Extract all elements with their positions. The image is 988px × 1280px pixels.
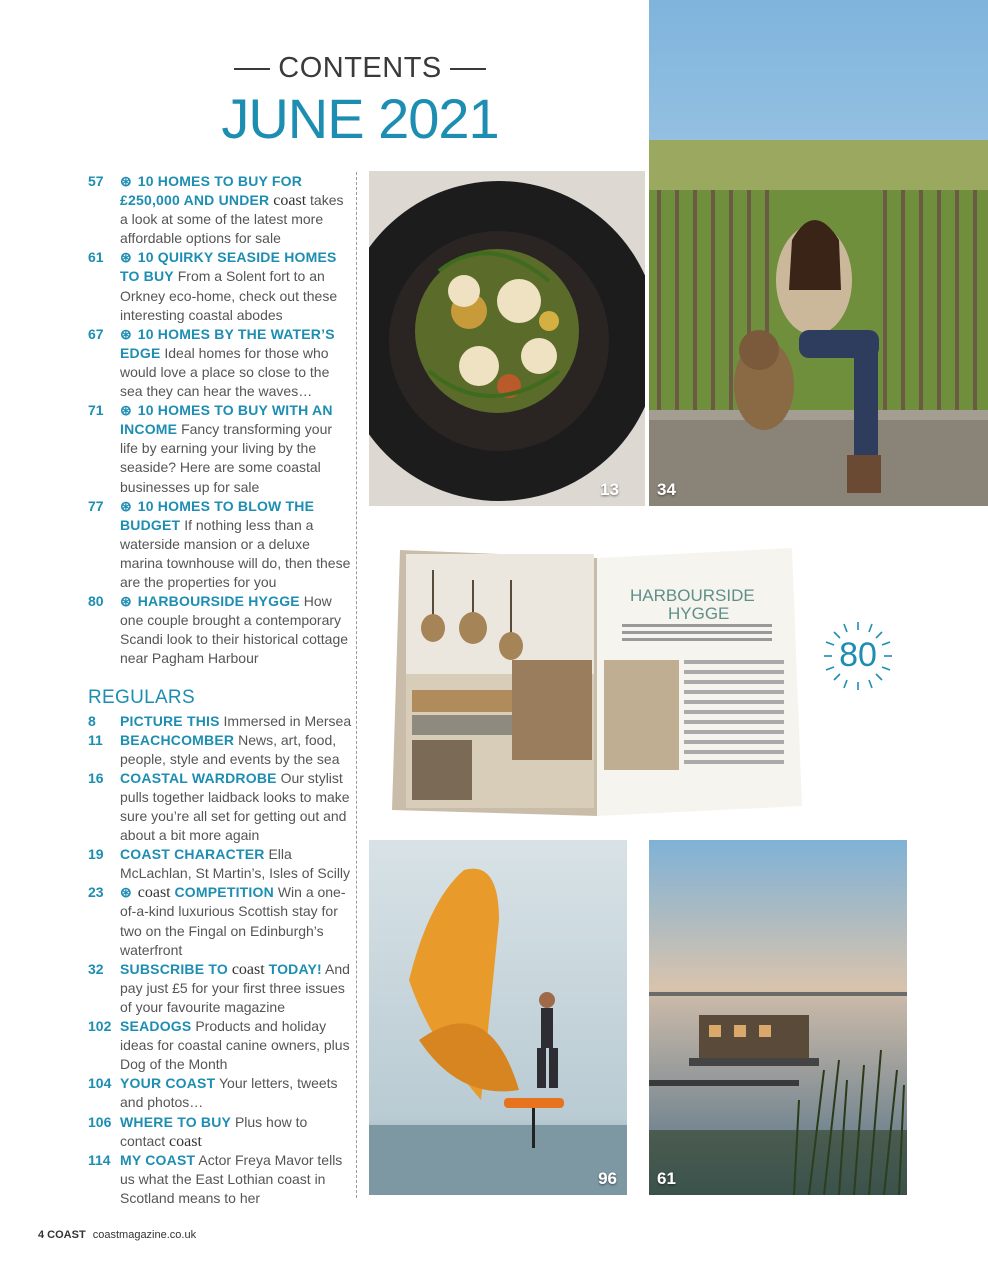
regular-entry[interactable] (88, 845, 352, 883)
entry-desc: From a Solent fort to an Orkney eco-home, check out these interesting coastal abodes (120, 268, 338, 323)
entry-desc: Win a one-of-a-kind luxurious Scottish stay for two on the Fingal on Edinburgh’s waterfront (120, 884, 346, 958)
entry-page: 77 (88, 497, 104, 514)
entry-page: 32 (88, 960, 104, 977)
entry-page: 80 (88, 593, 104, 610)
entry-desc: Products and holiday ideas for coastal canine owners, plus Dog of the Month (120, 1018, 350, 1073)
entry-page: 61 (88, 249, 104, 266)
entry-page: 67 (88, 325, 104, 342)
issue-title: JUNE 2021 (221, 87, 499, 150)
helm-icon: ⊛ (120, 402, 132, 419)
food-illustration (369, 171, 645, 506)
entry-title: 10 HOMES TO BUY FOR £250,000 AND UNDER (120, 173, 303, 209)
feature-entry[interactable] (88, 248, 352, 324)
coast-brand: coast (231, 960, 265, 978)
feature-entry[interactable] (88, 401, 352, 496)
entry-title: 10 HOMES BY THE WATER’S EDGE (120, 325, 335, 361)
entry-title: COMPETITION (174, 884, 274, 901)
entry-desc: Your letters, tweets and photos… (120, 1075, 338, 1111)
coast-brand: coast (137, 884, 171, 902)
entry-title: 10 HOMES TO BLOW THE BUDGET (120, 497, 315, 533)
entry-title: 10 QUIRKY SEASIDE HOMES TO BUY (120, 249, 337, 285)
entry-desc: takes a look at some of the latest more affordable options for sale (120, 192, 344, 247)
magazine-spread-illustration (392, 540, 802, 822)
entry-desc: Fancy transforming your life by earning your living by the seaside? Here are some coastal businesses up for sale (120, 421, 333, 495)
entry-title: COASTAL WARDROBE (120, 769, 277, 786)
coast-brand: coast (169, 1132, 202, 1150)
entry-page: 104 (88, 1075, 112, 1092)
entry-desc: Ella McLachlan, St Martin’s, Isles of Scilly (120, 846, 351, 882)
entry-desc: Actor Freya Mavor tells us what the East Lothian coast in Scotland means to her (120, 1151, 343, 1206)
entry-title: SUBSCRIBE TO (120, 960, 228, 977)
helm-icon: ⊛ (120, 593, 132, 610)
entry-desc: Immersed in Mersea (223, 712, 352, 729)
wingfoil-illustration (369, 840, 627, 1195)
feature-entry[interactable] (88, 172, 352, 248)
footer-site[interactable]: coastmagazine.co.uk (92, 1229, 197, 1241)
photo-page-number: 96 (598, 1169, 617, 1188)
helm-icon: ⊛ (120, 249, 132, 266)
entry-page: 19 (88, 846, 104, 863)
entry-title: YOUR COAST (120, 1075, 216, 1092)
entry-title: WHERE TO BUY (120, 1113, 232, 1130)
photo-page-number: 34 (657, 480, 676, 499)
spread-title-line-2: HYGGE (668, 604, 730, 623)
regular-entry[interactable] (88, 731, 352, 769)
entry-desc: Our stylist pulls together laidback looks to make sure you’re all set for getting out and about a bit more again (120, 769, 350, 844)
page-footer (38, 1229, 196, 1241)
entry-title: HARBOURSIDE HYGGE (137, 593, 300, 610)
feature-entry[interactable] (88, 592, 352, 668)
regular-entry[interactable] (88, 1074, 352, 1112)
entry-desc: Ideal homes for those who would love a place so close to the sea they can hear the waves… (120, 344, 330, 400)
food-photo[interactable] (369, 171, 645, 506)
woman-dog-photo[interactable] (649, 0, 988, 506)
entry-page: 106 (88, 1113, 112, 1130)
regular-entry[interactable] (88, 1151, 352, 1208)
entry-title: PICTURE THIS (120, 712, 220, 729)
regular-entry[interactable] (88, 883, 352, 959)
helm-icon: ⊛ (120, 173, 132, 189)
kicker-rule-right (450, 68, 486, 70)
entry-page: 102 (88, 1018, 112, 1035)
entry-page: 57 (88, 173, 104, 189)
table-of-contents (88, 172, 352, 1208)
entry-title: SEADOGS (120, 1018, 192, 1035)
contents-header (210, 52, 510, 150)
regular-entry[interactable] (88, 960, 352, 1017)
entry-page: 23 (88, 884, 104, 901)
kicker-text: CONTENTS (278, 52, 442, 84)
spread-title-line-1: HARBOURSIDE (630, 586, 755, 605)
page-80-badge[interactable] (822, 620, 894, 692)
entry-desc: News, art, food, people, style and events by the sea (120, 731, 340, 767)
wingfoil-photo[interactable] (369, 840, 627, 1195)
helm-icon: ⊛ (120, 884, 132, 901)
badge-number: 80 (839, 636, 877, 674)
footer-page: 4 COAST (38, 1229, 86, 1241)
entry-title: 10 HOMES TO BUY WITH AN INCOME (120, 402, 333, 438)
regular-entry[interactable] (88, 1113, 352, 1151)
column-divider (356, 172, 357, 1198)
entry-desc: If nothing less than a waterside mansion or a deluxe marina townhouse will do, then these are the properties for you (120, 516, 351, 590)
entry-title-suffix: TODAY! (268, 960, 322, 977)
houseboat-photo[interactable] (649, 840, 907, 1195)
helm-icon: ⊛ (120, 497, 132, 514)
photo-page-number: 61 (657, 1169, 676, 1188)
photo-page-number: 13 (600, 480, 619, 499)
feature-entry[interactable] (88, 325, 352, 401)
feature-entry[interactable] (88, 497, 352, 592)
entry-page: 8 (88, 712, 96, 729)
entry-page: 16 (88, 769, 104, 786)
entry-title: COAST CHARACTER (120, 846, 265, 863)
entry-page: 114 (88, 1151, 111, 1168)
contents-kicker (210, 52, 510, 85)
entry-title: MY COAST (120, 1151, 196, 1168)
entry-title: BEACHCOMBER (120, 731, 235, 748)
magazine-spread[interactable] (392, 540, 802, 822)
entry-page: 71 (88, 402, 104, 419)
coast-brand: coast (273, 192, 307, 210)
regulars-heading: REGULARS (88, 687, 195, 709)
regular-entry[interactable] (88, 769, 352, 845)
helm-icon: ⊛ (120, 325, 132, 342)
entry-desc: And pay just £5 for your first three issues of your favourite magazine (120, 960, 350, 1015)
woman-dog-illustration (649, 0, 988, 506)
entry-desc: How one couple brought a contemporary Scandi look to their historical cottage near Pagham Harbour (120, 593, 349, 667)
entry-page: 11 (88, 731, 103, 748)
regular-entry[interactable] (88, 712, 352, 731)
entry-desc: Plus how to contact (120, 1113, 308, 1149)
houseboat-illustration (649, 840, 907, 1195)
kicker-rule-left (234, 68, 270, 70)
regular-entry[interactable] (88, 1017, 352, 1074)
